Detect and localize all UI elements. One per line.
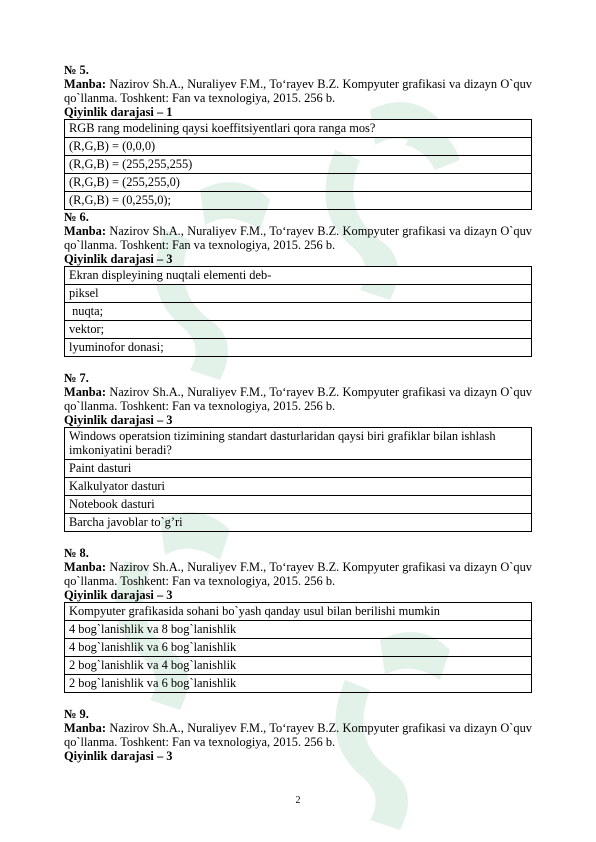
answer-option: 4 bog`lanishlik va 6 bog`lanishlik	[65, 639, 532, 657]
difficulty-level: Qiyinlik darajasi – 3	[64, 252, 173, 266]
answer-option: (R,G,B) = (255,255,0)	[65, 174, 532, 192]
question-number: № 9.	[64, 707, 89, 721]
answer-option: Barcha javoblar to`g’ri	[65, 514, 532, 532]
source-label: Manba:	[64, 77, 106, 91]
question-block	[64, 210, 532, 357]
question-number: № 6.	[64, 210, 89, 224]
source-reference	[64, 385, 532, 413]
answer-option: Paint dasturi	[65, 460, 532, 478]
difficulty-level: Qiyinlik darajasi – 3	[64, 413, 173, 427]
question-row	[65, 603, 532, 621]
source-text: Nazirov Sh.A., Nuraliyev F.M., To‘rayev B.Z. Kompyuter grafikasi va dizayn O`quv qo`llanma. Toshkent: Fan va texnologiya, 2015. 256 b.	[64, 721, 532, 749]
answer-option: (R,G,B) = (0,255,0);	[65, 192, 532, 210]
source-label: Manba:	[64, 224, 106, 238]
source-reference	[64, 721, 532, 749]
answer-option: 2 bog`lanishlik va 4 bog`lanishlik	[65, 657, 532, 675]
answer-option-row	[65, 303, 532, 321]
source-label: Manba:	[64, 385, 106, 399]
answer-option-row	[65, 138, 532, 156]
difficulty-level: Qiyinlik darajasi – 1	[64, 105, 173, 119]
source-label: Manba:	[64, 560, 106, 574]
answer-option-row	[65, 478, 532, 496]
question-row	[65, 120, 532, 138]
answer-option: lyuminofor donasi;	[65, 339, 532, 357]
spacer	[64, 693, 532, 707]
answer-option-row	[65, 621, 532, 639]
question-block	[64, 546, 532, 693]
question-table	[64, 266, 532, 357]
question-table	[64, 119, 532, 210]
question-text: Kompyuter grafikasida sohani bo`yash qanday usul bilan berilishi mumkin	[65, 603, 532, 621]
answer-option: Notebook dasturi	[65, 496, 532, 514]
answer-option: Kalkulyator dasturi	[65, 478, 532, 496]
answer-option: (R,G,B) = (255,255,255)	[65, 156, 532, 174]
question-row	[65, 267, 532, 285]
source-label: Manba:	[64, 721, 106, 735]
answer-option-row	[65, 675, 532, 693]
source-reference	[64, 560, 532, 588]
answer-option: piksel	[65, 285, 532, 303]
answer-option-row	[65, 496, 532, 514]
answer-option-row	[65, 156, 532, 174]
answer-option-row	[65, 285, 532, 303]
answer-option-row	[65, 657, 532, 675]
source-text: Nazirov Sh.A., Nuraliyev F.M., To‘rayev B.Z. Kompyuter grafikasi va dizayn O`quv qo`llanma. Toshkent: Fan va texnologiya, 2015. 256 b.	[64, 224, 532, 252]
source-text: Nazirov Sh.A., Nuraliyev F.M., To‘rayev B.Z. Kompyuter grafikasi va dizayn O`quv qo`llanma. Toshkent: Fan va texnologiya, 2015. 256 b.	[64, 385, 532, 413]
difficulty-level: Qiyinlik darajasi – 3	[64, 588, 173, 602]
questions-content	[64, 63, 532, 763]
answer-option: (R,G,B) = (0,0,0)	[65, 138, 532, 156]
answer-option: 2 bog`lanishlik va 6 bog`lanishlik	[65, 675, 532, 693]
spacer	[64, 357, 532, 371]
answer-option-row	[65, 192, 532, 210]
question-number: № 7.	[64, 371, 89, 385]
answer-option: vektor;	[65, 321, 532, 339]
question-text: Windows operatsion tizimining standart dasturlaridan qaysi biri grafiklar bilan ishlash imkoniyatini beradi?	[65, 428, 532, 460]
source-reference	[64, 224, 532, 252]
question-row	[65, 428, 532, 460]
answer-option-row	[65, 639, 532, 657]
question-block	[64, 63, 532, 210]
question-table	[64, 427, 532, 532]
question-text: RGB rang modelining qaysi koeffitsiyentlari qora ranga mos?	[65, 120, 532, 138]
difficulty-level: Qiyinlik darajasi – 3	[64, 749, 173, 763]
source-text: Nazirov Sh.A., Nuraliyev F.M., To‘rayev B.Z. Kompyuter grafikasi va dizayn O`quv qo`llanma. Toshkent: Fan va texnologiya, 2015. 256 b.	[64, 77, 532, 105]
question-table	[64, 602, 532, 693]
question-number: № 8.	[64, 546, 89, 560]
answer-option-row	[65, 460, 532, 478]
question-block	[64, 371, 532, 532]
answer-option-row	[65, 514, 532, 532]
question-block	[64, 707, 532, 763]
answer-option: 4 bog`lanishlik va 8 bog`lanishlik	[65, 621, 532, 639]
answer-option-row	[65, 339, 532, 357]
answer-option-row	[65, 174, 532, 192]
page-number: 2	[295, 795, 301, 806]
source-text: Nazirov Sh.A., Nuraliyev F.M., To‘rayev B.Z. Kompyuter grafikasi va dizayn O`quv qo`llanma. Toshkent: Fan va texnologiya, 2015. 256 b.	[64, 560, 532, 588]
answer-option: nuqta;	[65, 303, 532, 321]
source-reference	[64, 77, 532, 105]
question-text: Ekran displeyining nuqtali elementi deb-	[65, 267, 532, 285]
answer-option-row	[65, 321, 532, 339]
question-number: № 5.	[64, 63, 89, 77]
spacer	[64, 532, 532, 546]
